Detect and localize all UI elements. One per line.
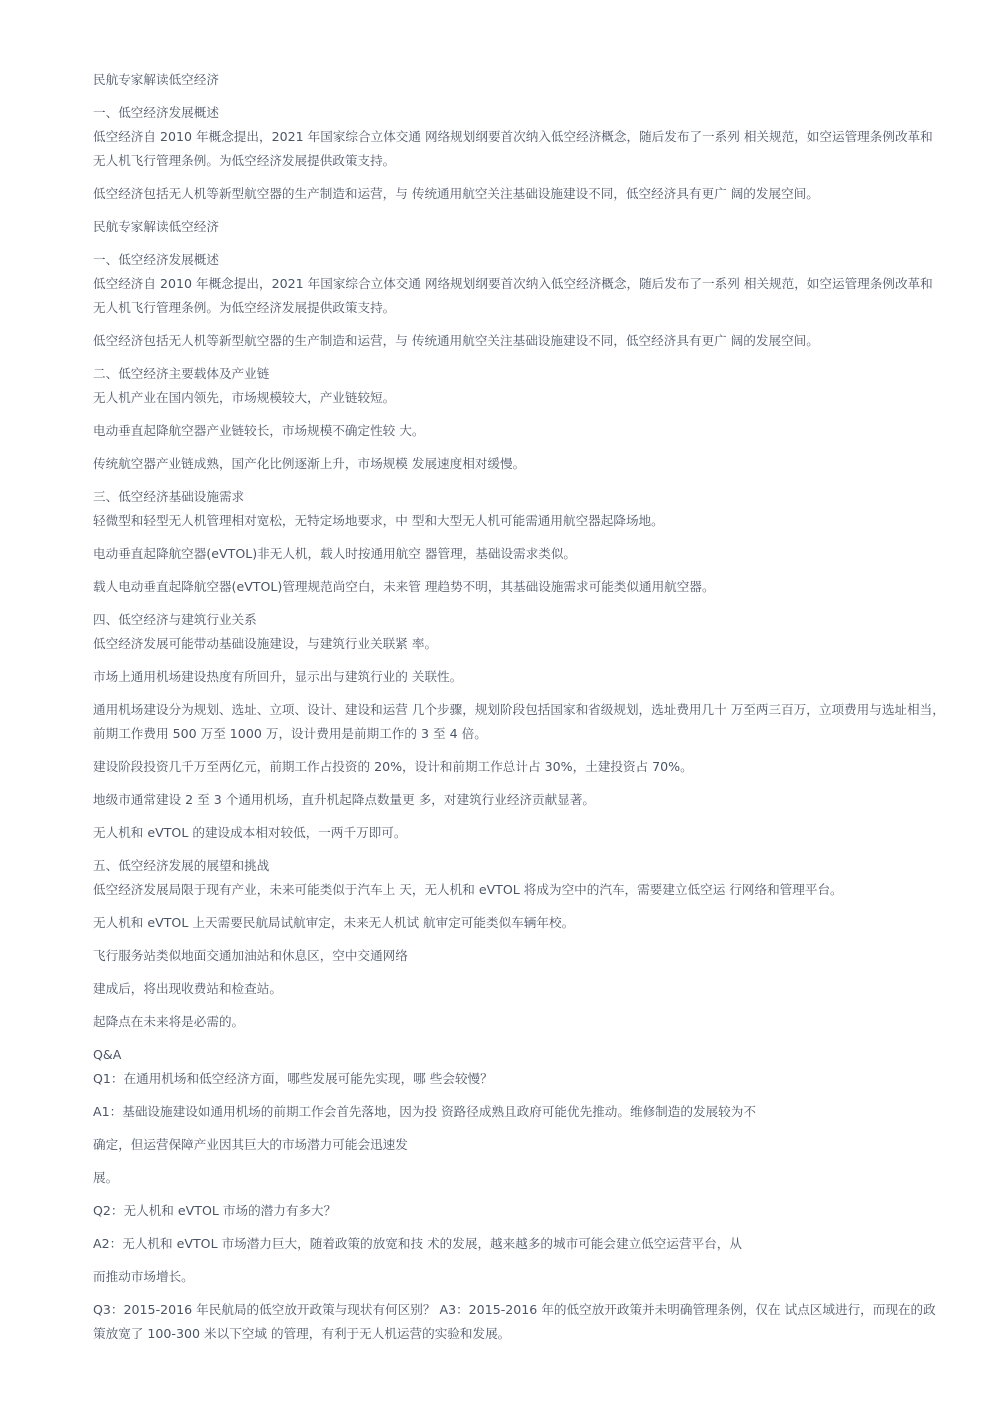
paragraph: 展。 bbox=[93, 1170, 119, 1185]
document-title: 民航专家解读低空经济 bbox=[93, 72, 219, 87]
section-heading: 五、低空经济发展的展望和挑战 bbox=[93, 858, 270, 873]
paragraph: A1：基础设施建设如通用机场的前期工作会首先落地，因为投 资路径成熟且政府可能优先推动。维修制造的发展较为不 bbox=[93, 1104, 756, 1119]
paragraph: 市场上通用机场建设热度有所回升，显示出与建筑行业的 关联性。 bbox=[93, 669, 463, 684]
paragraph: 低空经济包括无人机等新型航空器的生产制造和运营，与 传统通用航空关注基础设施建设不同，低空经济具有更广 阔的发展空间。 bbox=[93, 333, 819, 348]
paragraph: 建成后，将出现收费站和检查站。 bbox=[93, 981, 282, 996]
paragraph: Q3：2015-2016 年民航局的低空放开政策与现状有何区别？ A3：2015-2016 年的低空放开政策并未明确管理条例，仅在 试点区域进行，而现在的政策放宽了 100-300 米以下空域 的管理，有利于无人机运营的实验和发展。 bbox=[93, 1302, 936, 1341]
section-heading: 三、低空经济基础设施需求 bbox=[93, 489, 245, 504]
paragraph: 低空经济包括无人机等新型航空器的生产制造和运营，与 传统通用航空关注基础设施建设不同，低空经济具有更广 阔的发展空间。 bbox=[93, 186, 819, 201]
document-title: 民航专家解读低空经济 bbox=[93, 219, 219, 234]
paragraph: 电动垂直起降航空器(eVTOL)非无人机，载人时按通用航空 器管理，基础设需求类似。 bbox=[93, 546, 577, 561]
paragraph: 低空经济自 2010 年概念提出，2021 年国家综合立体交通 网络规划纲要首次纳入低空经济概念，随后发布了一系列 相关规范，如空运管理条例改革和无人机飞行管理条例。为低空经济发展提供政策支持。 bbox=[93, 276, 933, 315]
paragraph: 轻微型和轻型无人机管理相对宽松，无特定场地要求，中 型和大型无人机可能需通用航空器起降场地。 bbox=[93, 513, 664, 528]
paragraph: 载人电动垂直起降航空器(eVTOL)管理规范尚空白，未来管 理趋势不明，其基础设施需求可能类似通用航空器。 bbox=[93, 579, 715, 594]
paragraph: 而推动市场增长。 bbox=[93, 1269, 194, 1284]
paragraph: Q2：无人机和 eVTOL 市场的潜力有多大？ bbox=[93, 1203, 337, 1218]
section-heading: 一、低空经济发展概述 bbox=[93, 252, 219, 267]
section-heading: Q&A bbox=[93, 1047, 122, 1062]
paragraph: 飞行服务站类似地面交通加油站和休息区，空中交通网络 bbox=[93, 948, 408, 963]
paragraph: 无人机产业在国内领先，市场规模较大，产业链较短。 bbox=[93, 390, 396, 405]
document-body bbox=[93, 68, 945, 1346]
paragraph: 无人机和 eVTOL 的建设成本相对较低，一两千万即可。 bbox=[93, 825, 407, 840]
paragraph: 通用机场建设分为规划、选址、立项、设计、建设和运营 几个步骤，规划阶段包括国家和省级规划，选址费用几十 万至两三百万，立项费用与选址相当，前期工作费用 500 万至 1000 万，设计费用是前期工作的 3 至 4 倍。 bbox=[93, 702, 945, 741]
paragraph: Q1：在通用机场和低空经济方面，哪些发展可能先实现，哪 些会较慢？ bbox=[93, 1071, 493, 1086]
paragraph: 建设阶段投资几千万至两亿元，前期工作占投资的 20%，设计和前期工作总计占 30%，土建投资占 70%。 bbox=[93, 759, 693, 774]
paragraph: 低空经济发展局限于现有产业，未来可能类似于汽车上 天，无人机和 eVTOL 将成为空中的汽车，需要建立低空运 行网络和管理平台。 bbox=[93, 882, 843, 897]
paragraph: 电动垂直起降航空器产业链较长，市场规模不确定性较 大。 bbox=[93, 423, 425, 438]
section-heading: 四、低空经济与建筑行业关系 bbox=[93, 612, 257, 627]
paragraph: 传统航空器产业链成熟，国产化比例逐渐上升，市场规模 发展速度相对缓慢。 bbox=[93, 456, 526, 471]
paragraph: 地级市通常建设 2 至 3 个通用机场，直升机起降点数量更 多，对建筑行业经济贡献显著。 bbox=[93, 792, 596, 807]
section-heading: 一、低空经济发展概述 bbox=[93, 105, 219, 120]
paragraph: A2：无人机和 eVTOL 市场潜力巨大，随着政策的放宽和技 术的发展，越来越多的城市可能会建立低空运营平台，从 bbox=[93, 1236, 742, 1251]
paragraph: 无人机和 eVTOL 上天需要民航局试航审定，未来无人机试 航审定可能类似车辆年校。 bbox=[93, 915, 575, 930]
paragraph: 低空经济发展可能带动基础设施建设，与建筑行业关联紧 率。 bbox=[93, 636, 438, 651]
paragraph: 确定，但运营保障产业因其巨大的市场潜力可能会迅速发 bbox=[93, 1137, 408, 1152]
section-heading: 二、低空经济主要载体及产业链 bbox=[93, 366, 270, 381]
paragraph: 起降点在未来将是必需的。 bbox=[93, 1014, 245, 1029]
paragraph: 低空经济自 2010 年概念提出，2021 年国家综合立体交通 网络规划纲要首次纳入低空经济概念，随后发布了一系列 相关规范，如空运管理条例改革和无人机飞行管理条例。为低空经济发展提供政策支持。 bbox=[93, 129, 933, 168]
